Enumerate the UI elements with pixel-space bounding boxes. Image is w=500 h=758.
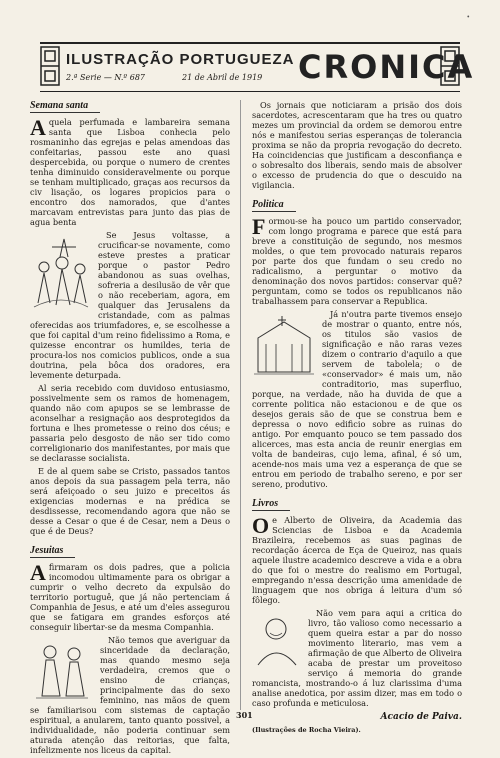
ornament-left-icon bbox=[40, 46, 60, 86]
drop-cap: A bbox=[30, 560, 46, 586]
paragraph bbox=[30, 117, 230, 227]
publication-title: ILUSTRAÇÃO PORTUGUEZA bbox=[66, 51, 295, 68]
column-divider bbox=[240, 100, 241, 710]
paragraph-text: ormou-se ha pouco um partido conservador, com longo programa e parece que está para breve a constituição de segundo, nos mesmos moldes, o que tem provocado naturais reparos por parte dos que fundam o seu credo no radicalismo, a perguntar o motivo da denominação dos novos partidos: conservar quê? perguntam, como se todos os republicanos não trabalhassem para conservar a Republica. bbox=[252, 216, 462, 307]
paragraph: Não vem para aqui a critica do livro, tão valioso como necessario a quem queira estar a par do nosso movimento literario, mas vem a afirmação de que Alberto de Oliveira acaba de prestar um proveitoso serviço á memoria do grande romancista, mostrando-o á luz clarissima d'uma analise anedotica, por assim dizer, mas em todo o caso profunda e meticulosa. bbox=[252, 608, 462, 709]
left-column bbox=[30, 100, 230, 758]
illustration-portrait-icon bbox=[252, 611, 302, 667]
paragraph bbox=[30, 562, 230, 632]
paragraph: E de al quem sabe se Cristo, passados tantos anos depois da sua passagem pela terra, não será afeiçoado o seu juizo e preceitos ás exigencias modernas e na prédica se desdissesse, recomendando agora que não se desse a Cesar o que é de Cesar, nem a Deus o que é de Deus? bbox=[30, 466, 230, 537]
issue-series: 2.ª Serie — N.º 687 bbox=[66, 73, 145, 82]
paragraph bbox=[252, 515, 462, 605]
masthead bbox=[40, 42, 475, 92]
section-title-livros: Livros bbox=[252, 498, 290, 511]
illustration-crowd-icon bbox=[30, 233, 92, 311]
drop-cap: O bbox=[252, 513, 270, 539]
author-signature: Acacio de Paiva. bbox=[380, 712, 462, 723]
paragraph: Não temos que averiguar da sinceridade da declaração, mas quando mesmo seja verdadeira, cremos que o ensino de crianças, principalmente das do sexo feminino, nas mãos de quem se familiarisou com sistemas de captação espiritual, a anularem, tanto quanto possivel, a individualidade, não poderia continuar sem aturada atenção das reitorias, que falta, infelizmente nos liceus da capital. bbox=[30, 635, 230, 756]
illustration-credit: (Ilustrações de Rocha Vieira). bbox=[252, 726, 361, 735]
paragraph: Al seria recebido com duvidoso entusiasmo, possivelmente sem os ramos de homenagem, quando não com apupos se se lembrasse de aconselhar a resignação aos desprotegidos da fortuna e lhes prometesse o reino dos céus; e passaria pelo desgosto de não ser tido como correligionario dos manifestantes, por mais que se declarasse socialista. bbox=[30, 383, 230, 464]
paragraph: Se Jesus voltasse, a crucificar-se novamente, como esteve prestes a praticar porque o pastor Pedro abandonou as suas ovelhas, sofreria a desilusão de vêr que o não receberiam, agora, em qualquer das Jerusalens da cristandade, com as palmas oferecidas aos triumfadores, e, se escolhesse a que foi capital d'um reino fidelissimo a Roma, e quizesse encontrar os humildes, teria de procura-los nos comicios publicos, onde a sua doutrina, pela bôca dos oradores, era levemente deturpada. bbox=[30, 230, 230, 381]
paragraph-text: quela perfumada e lambareira semana santa que Lisboa conhecia pelo rosmaninho das egrejas e pelas amendoas das confeitarias, passou este ano quasi despercebida, ou porque o numero de crentes tenha diminuido consideravelmente ou porque se tenham multiplicado, graças aos recursos da civ lisação, os logares propicios para o encontro dos namorados, que d'antes marcavam entrevistas para junto das pias de agua benta bbox=[30, 117, 230, 228]
paragraph-text: e Alberto de Oliveira, da Academia das Sciencias de Lisboa e da Academia Brazileira, recebemos as suas paginas de recordação ácerca de Eça de Queiroz, nas quais aquele ilustre academico descreve a vida e a obra do que foi o mestre do realismo em Portugal, empregando n'essa descrição uma amenidade de linguagem que nos obriga á leitura d'um só fôlego. bbox=[252, 515, 462, 606]
paragraph-text: firmaram os dois padres, que a policia incomodou ultimamente para os obrigar a cumprir o velho decreto da expulsão do territorio portuguê, que já não pertenciam á Companhia de Jesus, e até um d'eles assegurou que se fatigara em grandes esforços até conseguir libertar-se da mesma Companhia. bbox=[30, 562, 230, 633]
drop-cap: A bbox=[30, 115, 46, 141]
section-title-jesuitas: Jesuitas bbox=[30, 545, 75, 558]
paragraph bbox=[252, 216, 462, 306]
illustration-priests-icon bbox=[30, 638, 94, 702]
drop-cap: F bbox=[252, 214, 266, 240]
right-column bbox=[252, 100, 462, 735]
section-title-politica: Politica bbox=[252, 199, 296, 212]
section-heading: CRONICA bbox=[298, 48, 475, 86]
paragraph: Os jornais que noticiaram a prisão dos dois sacerdotes, acrescentaram que ha tres ou quatro mezes um provincial da ordem se demorou entre nós e manifestou serias esperanças de tolerancia proxima se não da propria revogação do decreto. Ha coincidencias que justificam a desconfiança e o sobresalto dos liberais, sendo mais de absolver o excesso de prudencia do que o descuido na vigilancia. bbox=[252, 100, 462, 190]
illustration-building-icon bbox=[252, 312, 316, 378]
section-title-semana-santa: Semana santa bbox=[30, 100, 100, 113]
issue-date: 21 de Abril de 1919 bbox=[182, 73, 263, 82]
page-number: 301 bbox=[236, 710, 253, 720]
paragraph: Já n'outra parte tivemos ensejo de mostrar o quanto, entre nós, os titulos são vasios de significação e não raras vezes dizem o contrario d'aquilo a que servem de tabolela; o de «conservador» é mais um, não contraditorio, mas superfluo, porque, na verdade, não ha duvida de que a corrente politica não estacionou e de que os desejos gerais são de que se construa bem e depressa o novo edificio sobre as ruinas do antigo. Por emquanto pouco se tem passado dos alicerces, mas esta ancia de reunir energias em volta de bandeiras, cujo lema, afinal, é só um, acende-nos mais uma vez a esperança de que se entrou em periodo de trabalho sereno, e por ser sereno, produtivo. bbox=[252, 309, 462, 490]
corner-mark: • bbox=[466, 14, 470, 21]
